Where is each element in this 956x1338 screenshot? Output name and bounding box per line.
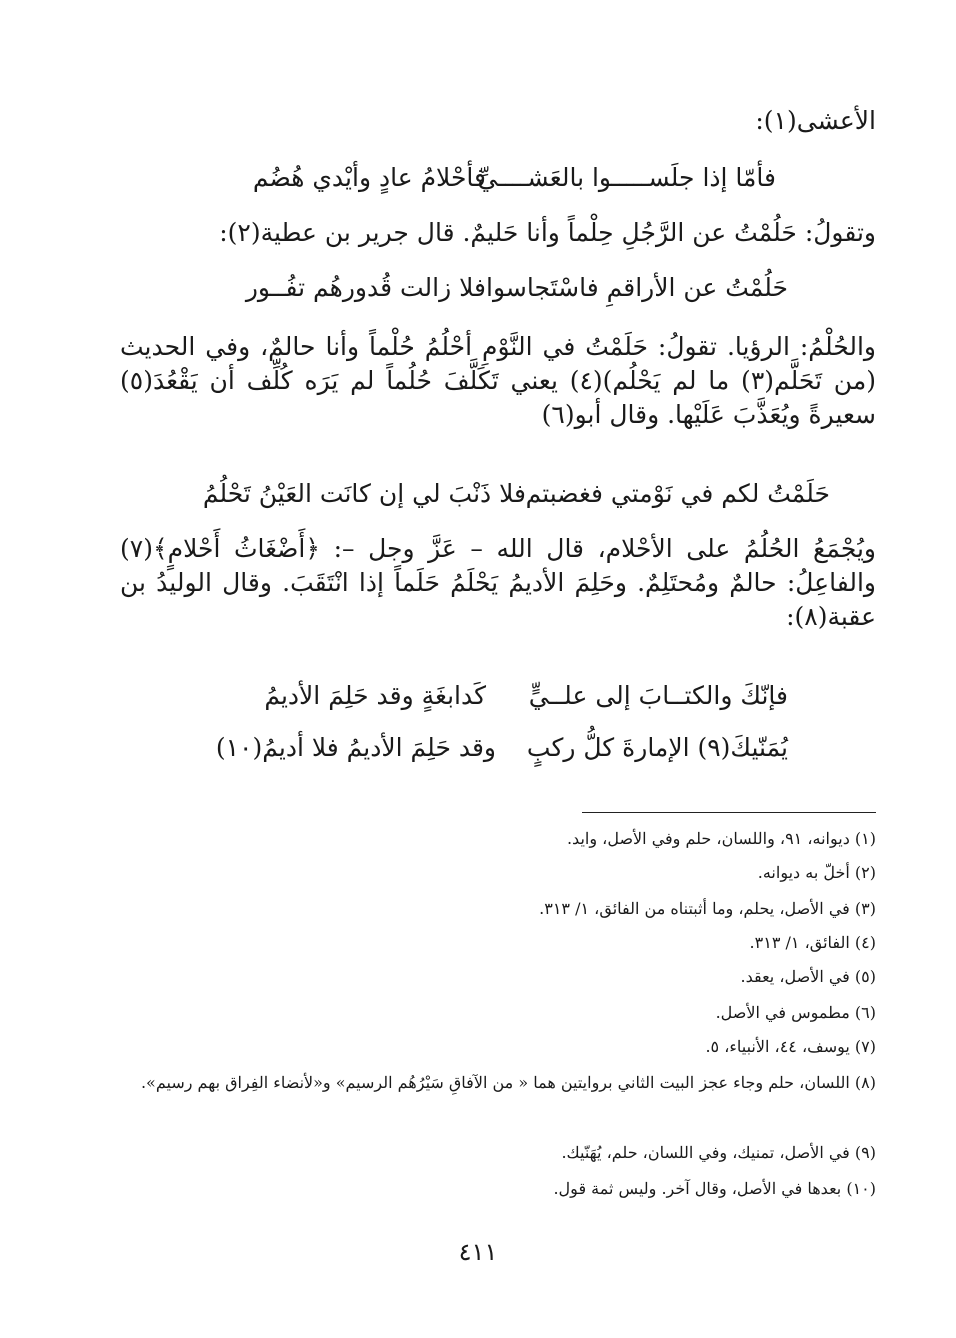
paragraph-intro-aasha: الأعشى(١): [755,106,876,135]
footnote-4: (٤) الفائق، ١/ ٣١٣. [749,933,876,952]
footnote-7: (٧) يوسف، ٤٤، الأنبياء، ٥. [705,1037,876,1056]
footnote-10: (١٠) بعدها في الأصل، وقال آخر. وليس ثمة قول. [553,1179,876,1198]
verse-5-second-hemistich: وقد حَلِمَ الأديمُ فلا أديمُ(١٠) [215,733,496,762]
footnote-5: (٥) في الأصل، يعقد. [740,967,876,986]
verse-1-first-hemistich: فأمّا إذا جلَســـــوا بالعَشــــيِّ [477,163,776,192]
verse-3-first-hemistich: حَلَمْتُ لكم في نَوْمتي فغضبتم [525,479,830,508]
verse-4-second-hemistich: كَدابغَةٍ وقد حَلِمَ الأديمُ [264,681,486,710]
verse-4 [0,680,956,714]
verse-5 [0,732,956,766]
verse-3-second-hemistich: فلا ذَنْبَ لي إن كانَت العَيْنُ تَحْلُمُ [202,479,526,508]
verse-2 [0,272,956,306]
page-number: ٤١١ [458,1238,498,1266]
footnote-8: (٨) اللسان، حلم وجاء عجز البيت الثاني بروايتين هما « من الآفاقِ سَيْرُهُم الرسيم» و«لأنضاء الفِراق بهم رسيم». [140,1073,876,1092]
paragraph-plural: ويُجْمَعُ الحُلُمُ على الأحْلام، قال الله – عَزَّ وجل –: ﴿أَضْغَاثُ أَحْلامٍ﴾(٧) والفاعِلُ: حالمٌ ومُحتَلِمٌ. وحَلِمَ الأديمُ يَحْلَمُ حَلَماً إذا انْتَقَبَ. وقال الوليدُ بن عقبة(٨): [120,534,876,631]
footnote-9: (٩) في الأصل، تمنيك، وفي اللسان، حلم، يُهَنّيك. [561,1143,876,1162]
verse-2-first-hemistich: حَلُمْتُ عن الأراقمِ فاسْتَجاسوا [486,273,788,302]
footnote-3: (٣) في الأصل، يحلم، وما أثبتناه من الفائق، ١/ ٣١٣. [539,899,876,918]
verse-4-first-hemistich: فإنّكَ والكتــابَ إلى علــيٍّ [528,681,788,710]
verse-1-second-hemistich: فأحْلامُ عادٍ وأيْدي هُضُم [252,163,486,192]
footnote-2: (٢) أخلّ به ديوانه. [757,863,876,882]
paragraph-hilm: وتقولُ: حَلُمْتُ عن الرَّجُلِ حِلْماً وأنا حَليمٌ. قال جرير بن عطية(٢): [219,218,876,247]
footnote-6: (٦) مطموس في الأصل. [715,1003,876,1022]
verse-5-first-hemistich: يُمَنّيكَ(٩) الإمارةَ كلُّ ركبٍ [526,733,788,762]
verse-2-second-hemistich: فلا زالت قُدورهُم تفُــور [245,273,486,302]
verse-3 [0,478,956,512]
verse-1 [0,162,956,196]
footnote-1: (١) ديوانه، ٩١، واللسان، حلم وفي الأصل، وايد. [566,829,876,848]
footnote-separator [582,812,876,813]
paragraph-dream: والحُلْمُ: الرؤيا. تقولُ: حَلَمْتُ في النَّوْمِ أحْلُمُ حُلْماً وأنا حالمٌ، وفي الحديث (من تَحَلَّم(٣) ما لم يَحْلُم)(٤) يعني تَكَلَّفَ حُلُماً لم يَرَه كُلِّف أن يَقْعُدَ(٥) سعيرةً ويُعَذَّبَ عَلَيْها. وقال أبو(٦) [120,332,876,429]
